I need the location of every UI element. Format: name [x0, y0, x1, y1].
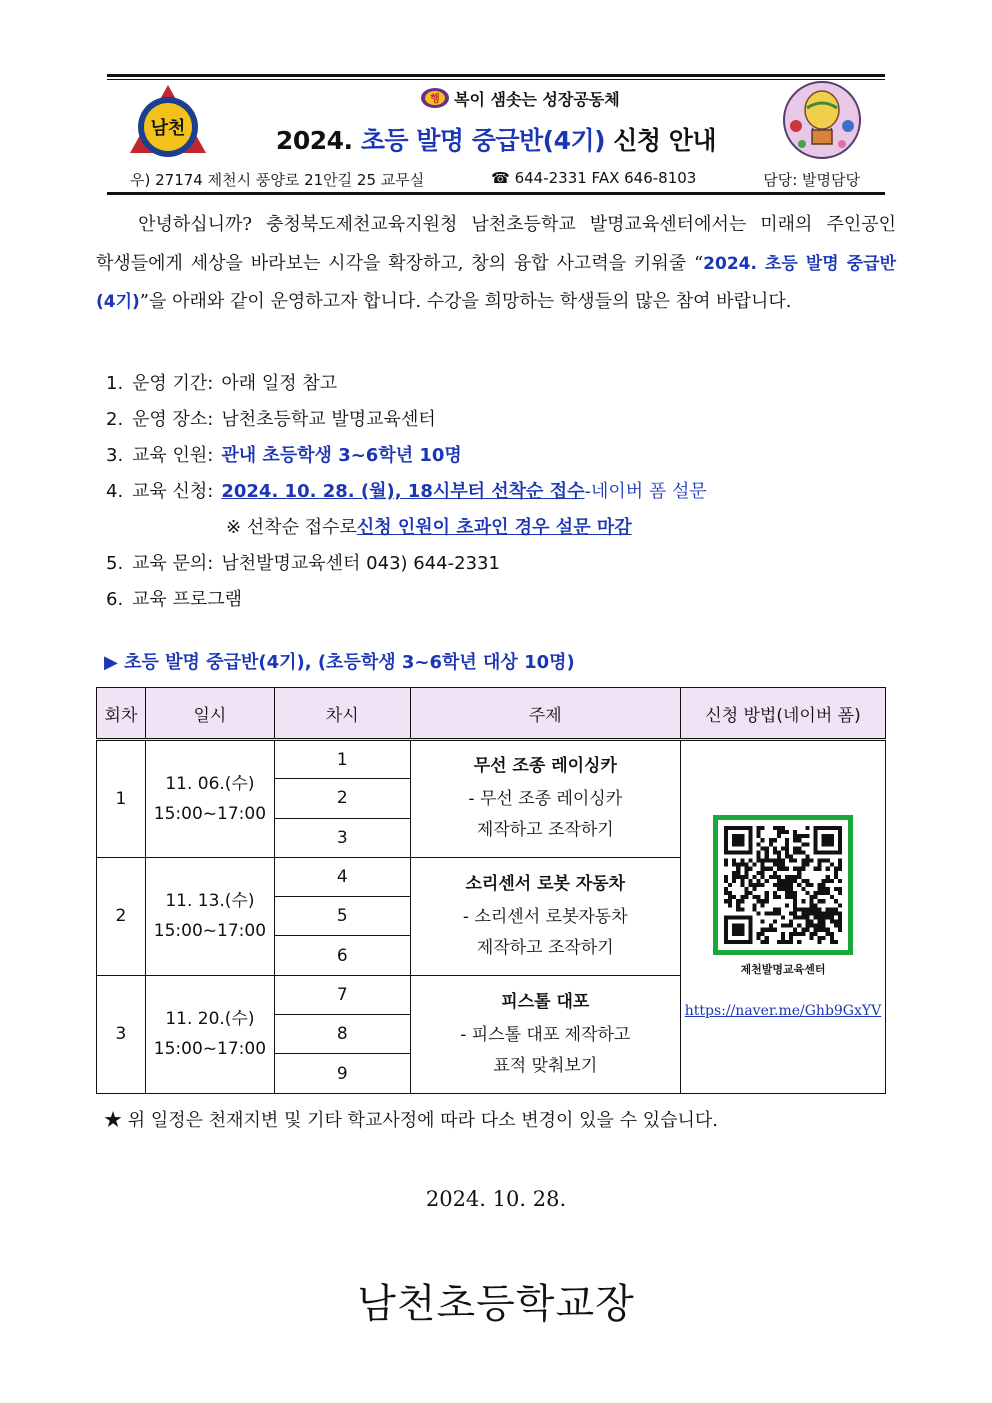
period: 7: [274, 975, 410, 1014]
naver-form-link[interactable]: https://naver.me/Ghb9GxYV: [684, 1002, 882, 1019]
session-topic: 소리센서 로봇 자동차 - 소리센서 로봇자동차 제작하고 조작하기: [410, 857, 680, 975]
title-highlight: 초등 발명 중급반(4기): [360, 126, 606, 155]
session-no: 1: [97, 740, 146, 858]
col-header: 신청 방법(네이버 폼): [680, 688, 885, 740]
schedule-table: [96, 687, 886, 1094]
qr-caption: 제천발명교육센터: [740, 962, 826, 976]
slogan-badge-icon: [420, 87, 450, 109]
col-header: 차시: [274, 688, 410, 740]
svg-text:행: 행: [430, 94, 440, 105]
session-datetime: 11. 13.(수) 15:00~17:00: [145, 857, 274, 975]
info-list: [106, 366, 707, 618]
apply-method-cell: [680, 740, 885, 1094]
period: 9: [274, 1054, 410, 1093]
session-topic: 피스톨 대포 - 피스톨 대포 제작하고 표적 맞춰보기: [410, 975, 680, 1093]
col-header: 회차: [97, 688, 146, 740]
application-schedule: 2024. 10. 28. (월), 18시부터 선착순 접수: [221, 481, 585, 502]
header-rule-top-thin: [107, 79, 885, 80]
period: 5: [274, 897, 410, 936]
period: 8: [274, 1015, 410, 1054]
signer: 남천초등학교장: [357, 1281, 635, 1327]
list-item: 6. 교육 프로그램: [106, 589, 243, 610]
schedule-footnote: ★ 위 일정은 천재지변 및 기타 학교사정에 따라 다소 변경이 있을 수 있습니다.: [104, 1110, 719, 1131]
session-no: 2: [97, 857, 146, 975]
period: 3: [274, 818, 410, 857]
list-item: 5. 교육 문의: 남천발명교육센터 043) 644-2331: [106, 553, 500, 574]
table-row: [97, 740, 886, 779]
slogan-text: 복이 샘솟는 성장공동체: [454, 89, 620, 109]
list-note: ※ 선착순 접수로 신청 인원이 초과인 경우 설문 마감: [226, 517, 632, 538]
header-rule-top: [107, 74, 885, 77]
qr-code[interactable]: [713, 815, 853, 955]
period: 6: [274, 936, 410, 975]
section-heading: ▶ 초등 발명 중급반(4기), (초등학생 3~6학년 대상 10명): [104, 652, 575, 673]
session-no: 3: [97, 975, 146, 1093]
list-item: 1. 운영 기간: 아래 일정 참고: [106, 373, 338, 394]
contact-row: [130, 169, 860, 190]
school-logo-text: 남천: [150, 118, 186, 139]
list-item: 2. 운영 장소: 남천초등학교 발명교육센터: [106, 409, 436, 430]
period: 4: [274, 857, 410, 896]
qr-code-icon: [724, 826, 842, 944]
list-item: 3. 교육 인원: 관내 초등학생 3~6학년 10명: [106, 445, 462, 466]
period: 1: [274, 740, 410, 779]
table-header-row: [97, 688, 886, 740]
col-header: 일시: [145, 688, 274, 740]
address: 우) 27174 제천시 풍양로 21안길 25 교무실: [130, 171, 425, 189]
header-rule-bottom: [107, 192, 885, 195]
period: 2: [274, 779, 410, 818]
session-datetime: 11. 06.(수) 15:00~17:00: [145, 740, 274, 858]
manager: 담당: 발명담당: [763, 171, 860, 189]
page-title: 2024. 초등 발명 중급반(4기) 신청 안내: [275, 126, 717, 155]
session-datetime: 11. 20.(수) 15:00~17:00: [145, 975, 274, 1093]
intro-highlight: 2024. 초등 발명 중급반(4기): [96, 253, 897, 312]
document-date: 2024. 10. 28.: [425, 1187, 567, 1211]
col-header: 주제: [410, 688, 680, 740]
intro-paragraph: 안녕하십니까? 충청북도제천교육지원청 남천초등학교 발명교육센터에서는 미래의 주인공인 학생들에게 세상을 바라보는 시각을 확장하고, 창의 융합 사고력을 키워줄 “2024. 초등 발명 중급반(4기)”을 아래와 같이 운영하고자 합니다. 수강을 희망하는 학생들의 많은 참여 바랍니다.: [96, 214, 897, 312]
list-item: 4. 교육 신청: 2024. 10. 28. (월), 18시부터 선착순 접수 -네이버 폼 설문: [106, 474, 707, 510]
slogan: [420, 86, 620, 110]
session-topic: 무선 조종 레이싱카 - 무선 조종 레이싱카 제작하고 조작하기: [410, 740, 680, 858]
phone-fax: ☎ 644-2331 FAX 646-8103: [491, 169, 697, 187]
